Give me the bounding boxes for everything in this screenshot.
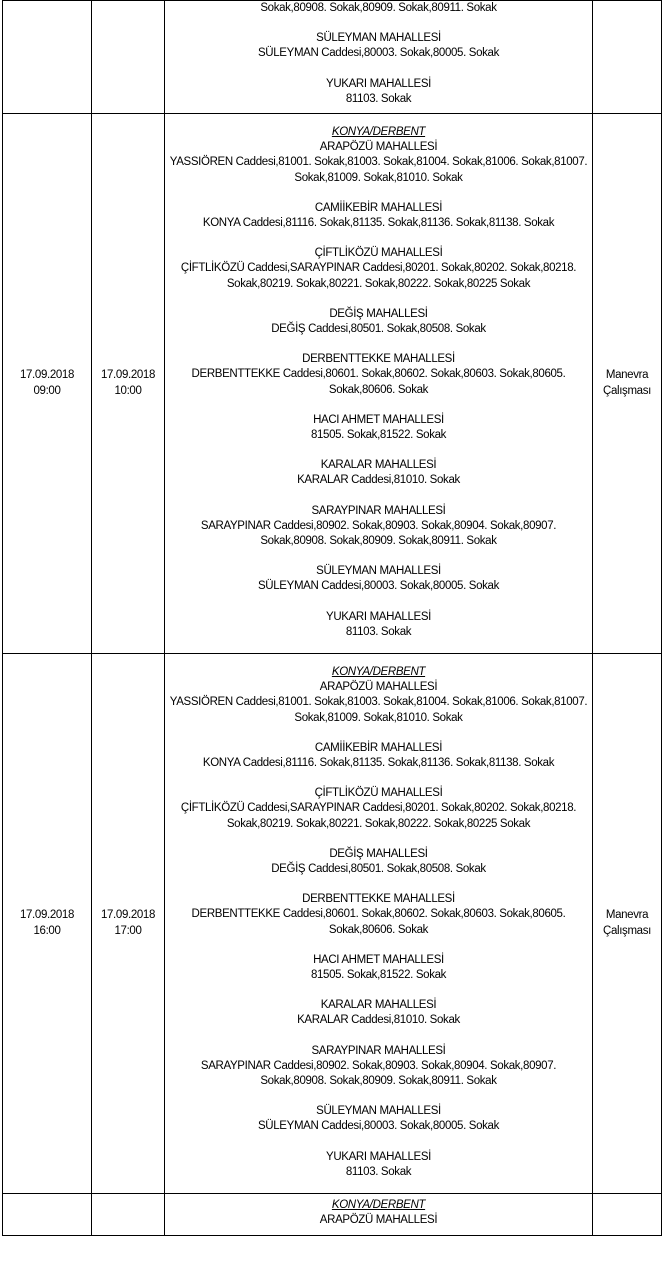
street-list: KONYA Caddesi,81116. Sokak,81135. Sokak,81136. Sokak,81138. Sokak: [202, 756, 555, 769]
neighborhood-block: [167, 1, 590, 16]
neighborhood-block: [167, 1104, 590, 1134]
table-row: [3, 114, 662, 654]
neighborhood-name: SÜLEYMAN MAHALLESİ: [316, 32, 441, 45]
table-row: [3, 654, 662, 1194]
neighborhood-name: YUKARI MAHALLESİ: [326, 610, 431, 623]
street-list: YASSIÖREN Caddesi,81001. Sokak,81003. Sokak,81004. Sokak,81006. Sokak,81007. Sokak,81009. Sokak,81010. Sokak: [169, 156, 588, 184]
neighborhood-name: KARALAR MAHALLESİ: [320, 459, 437, 472]
neighborhood-name: HACI AHMET MAHALLESİ: [313, 953, 444, 966]
affected-addresses-cell: [165, 1194, 593, 1236]
city-district: KONYA/DERBENT: [331, 125, 426, 138]
start-datetime-cell: [3, 114, 92, 654]
affected-addresses-cell: [165, 654, 593, 1194]
table-row: [3, 1194, 662, 1236]
neighborhood-block: [167, 1044, 590, 1090]
neighborhood-block: [167, 953, 590, 983]
street-list: ÇİFTLİKÖZÜ Caddesi,SARAYPINAR Caddesi,80201. Sokak,80202. Sokak,80218. Sokak,80219. Sokak,80221. Sokak,80222. Sokak,80225 Sokak: [180, 802, 577, 830]
neighborhood-block: [167, 504, 590, 550]
neighborhood-block: [167, 998, 590, 1028]
neighborhood-name: SARAYPINAR MAHALLESİ: [311, 1044, 446, 1057]
start-datetime-cell: [3, 654, 92, 1194]
neighborhood-block: [167, 680, 590, 726]
table-row: [3, 1, 662, 114]
start-date: 17.09.2018: [19, 909, 75, 922]
street-list: Sokak,80908. Sokak,80909. Sokak,80911. Sokak: [260, 2, 497, 14]
neighborhood-name: CAMİİKEBİR MAHALLESİ: [314, 741, 443, 754]
neighborhood-name: YUKARI MAHALLESİ: [326, 1150, 431, 1163]
city-district: KONYA/DERBENT: [331, 665, 426, 678]
neighborhood-name: DERBENTTEKKE MAHALLESİ: [302, 353, 455, 366]
neighborhood-block: [167, 307, 590, 337]
street-list: 81505. Sokak,81522. Sokak: [310, 969, 447, 982]
end-date: 17.09.2018: [100, 909, 156, 922]
street-list: SARAYPINAR Caddesi,80902. Sokak,80903. Sokak,80904. Sokak,80907. Sokak,80908. Sokak,80909. Sokak,80911. Sokak: [200, 1059, 557, 1088]
neighborhood-name: DERBENTTEKKE MAHALLESİ: [302, 893, 455, 906]
end-time: 17:00: [114, 924, 142, 937]
neighborhood-block: [167, 352, 590, 398]
neighborhood-name: HACI AHMET MAHALLESİ: [313, 413, 444, 426]
neighborhood-block: [167, 741, 590, 771]
affected-addresses-cell: [165, 114, 593, 654]
street-list: ÇİFTLİKÖZÜ Caddesi,SARAYPINAR Caddesi,80201. Sokak,80202. Sokak,80218. Sokak,80219. Sokak,80221. Sokak,80222. Sokak,80225 Sokak: [180, 262, 577, 290]
end-datetime-cell: [92, 654, 165, 1194]
work-type-line: Manevra: [605, 369, 649, 382]
start-datetime-cell: [3, 1194, 92, 1236]
street-list: 81103. Sokak: [345, 1165, 412, 1178]
street-list: DEĞİŞ Caddesi,80501. Sokak,80508. Sokak: [271, 863, 486, 875]
outage-table-body: [3, 1, 662, 1236]
neighborhood-name: ARAPÖZÜ MAHALLESİ: [319, 141, 438, 154]
neighborhood-name: ARAPÖZÜ MAHALLESİ: [319, 1214, 438, 1227]
end-datetime-cell: [92, 1194, 165, 1236]
street-list: DERBENTTEKKE Caddesi,80601. Sokak,80602. Sokak,80603. Sokak,80605. Sokak,80606. Sokak: [191, 908, 566, 936]
work-type-cell: [593, 1, 662, 114]
start-datetime-cell: [3, 1, 92, 114]
street-list: 81505. Sokak,81522. Sokak: [310, 429, 447, 442]
neighborhood-name: SARAYPINAR MAHALLESİ: [311, 504, 446, 517]
street-list: DEĞİŞ Caddesi,80501. Sokak,80508. Sokak: [271, 323, 486, 335]
start-time: 09:00: [33, 384, 61, 397]
neighborhood-block: [167, 847, 590, 877]
end-time: 10:00: [114, 384, 142, 397]
end-date: 17.09.2018: [100, 369, 156, 382]
neighborhood-block: [167, 140, 590, 186]
neighborhood-block: [167, 892, 590, 938]
neighborhood-block: [167, 77, 590, 107]
work-type-cell: [593, 1194, 662, 1236]
street-list: SÜLEYMAN Caddesi,80003. Sokak,80005. Sokak: [257, 580, 499, 593]
street-list: YASSIÖREN Caddesi,81001. Sokak,81003. Sokak,81004. Sokak,81006. Sokak,81007. Sokak,81009. Sokak,81010. Sokak: [169, 696, 588, 724]
outage-table: [2, 0, 662, 1236]
work-type-line: Manevra: [605, 909, 649, 922]
city-district: KONYA/DERBENT: [331, 1199, 426, 1212]
end-datetime-cell: [92, 114, 165, 654]
street-list: KONYA Caddesi,81116. Sokak,81135. Sokak,81136. Sokak,81138. Sokak: [202, 216, 555, 229]
work-type-line: Çalışması: [603, 384, 651, 397]
neighborhood-name: ÇİFTLİKÖZÜ MAHALLESİ: [314, 247, 443, 260]
street-list: SÜLEYMAN Caddesi,80003. Sokak,80005. Sokak: [257, 47, 499, 60]
neighborhood-block: [167, 413, 590, 443]
work-type-cell: [593, 654, 662, 1194]
neighborhood-block: [167, 1213, 590, 1228]
neighborhood-name: CAMİİKEBİR MAHALLESİ: [314, 201, 443, 214]
neighborhood-block: [167, 201, 590, 231]
street-list: SÜLEYMAN Caddesi,80003. Sokak,80005. Sokak: [257, 1120, 499, 1133]
neighborhood-name: ARAPÖZÜ MAHALLESİ: [319, 681, 438, 694]
neighborhood-name: KARALAR MAHALLESİ: [320, 999, 437, 1012]
street-list: SARAYPINAR Caddesi,80902. Sokak,80903. Sokak,80904. Sokak,80907. Sokak,80908. Sokak,80909. Sokak,80911. Sokak: [200, 519, 557, 548]
neighborhood-name: YUKARI MAHALLESİ: [326, 77, 431, 90]
street-list: 81103. Sokak: [345, 625, 412, 638]
neighborhood-block: [167, 246, 590, 292]
affected-addresses-cell: [165, 1, 593, 114]
end-datetime-cell: [92, 1, 165, 114]
neighborhood-block: [167, 610, 590, 640]
work-type-line: Çalışması: [603, 924, 651, 937]
street-list: 81103. Sokak: [345, 92, 412, 105]
neighborhood-name: SÜLEYMAN MAHALLESİ: [316, 1105, 441, 1118]
street-list: DERBENTTEKKE Caddesi,80601. Sokak,80602. Sokak,80603. Sokak,80605. Sokak,80606. Sokak: [191, 368, 566, 396]
neighborhood-block: [167, 564, 590, 594]
neighborhood-block: [167, 31, 590, 61]
neighborhood-name: DEĞİŞ MAHALLESİ: [329, 847, 428, 860]
street-list: KARALAR Caddesi,81010. Sokak: [297, 1014, 460, 1027]
neighborhood-block: [167, 458, 590, 488]
neighborhood-block: [167, 786, 590, 832]
neighborhood-block: [167, 1150, 590, 1180]
neighborhood-name: ÇİFTLİKÖZÜ MAHALLESİ: [314, 787, 443, 800]
street-list: KARALAR Caddesi,81010. Sokak: [297, 474, 460, 487]
neighborhood-name: SÜLEYMAN MAHALLESİ: [316, 565, 441, 578]
work-type-cell: [593, 114, 662, 654]
neighborhood-name: DEĞİŞ MAHALLESİ: [329, 307, 428, 320]
start-date: 17.09.2018: [19, 369, 75, 382]
start-time: 16:00: [33, 924, 61, 937]
